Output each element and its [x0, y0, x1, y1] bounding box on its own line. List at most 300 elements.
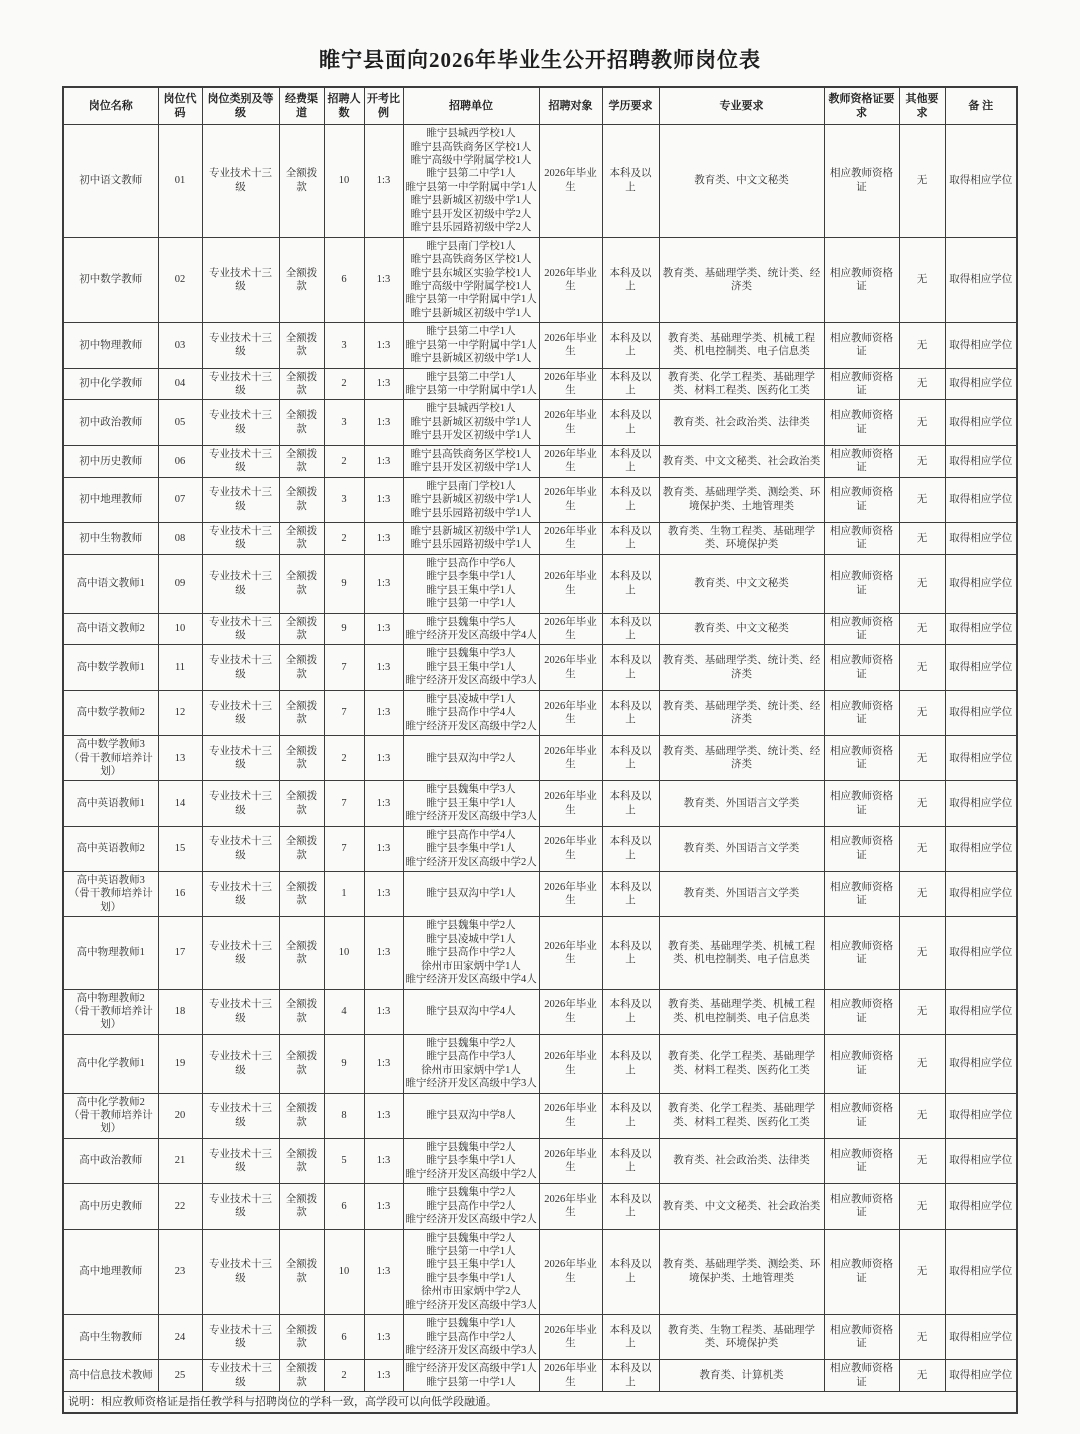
cell-funding: 全额拨款	[279, 989, 324, 1034]
cell-units	[403, 323, 539, 368]
unit-line: 睢宁县王集中学1人	[426, 584, 516, 596]
cell-target: 2026年毕业生	[539, 872, 602, 917]
cell-remark: 取得相应学位	[945, 445, 1017, 477]
cell-major: 教育类、化学工程类、基础理学类、材料工程类、医药化工类	[659, 1034, 824, 1093]
cell-major: 教育类、外国语言文学类	[659, 781, 824, 826]
cell-funding: 全额拨款	[279, 1360, 324, 1392]
cell-units	[403, 645, 539, 690]
cell-major: 教育类、基础理学类、机械工程类、机电控制类、电子信息类	[659, 917, 824, 989]
unit-line: 睢宁县高铁商务区学校1人	[410, 141, 532, 153]
cell-units	[403, 400, 539, 445]
cell-cert: 相应教师资格证	[824, 645, 899, 690]
cell-remark: 取得相应学位	[945, 522, 1017, 554]
header-position-code: 岗位代码	[158, 87, 202, 125]
cell-code: 11	[158, 645, 202, 690]
cell-cert: 相应教师资格证	[824, 554, 899, 613]
cell-other: 无	[899, 872, 945, 917]
cell-major: 教育类、基础理学类、统计类、经济类	[659, 736, 824, 781]
unit-line: 睢宁县高作中学2人	[426, 1200, 516, 1212]
unit-line: 睢宁县第一中学1人	[426, 1245, 516, 1257]
cell-category: 专业技术十三级	[202, 1184, 279, 1229]
table-row	[63, 1184, 1017, 1229]
unit-line: 睢宁经济开发区高级中学4人	[405, 974, 537, 986]
cell-ratio: 1:3	[364, 1315, 403, 1360]
cell-code: 03	[158, 323, 202, 368]
cell-cert: 相应教师资格证	[824, 1034, 899, 1093]
cell-cert: 相应教师资格证	[824, 872, 899, 917]
cell-target: 2026年毕业生	[539, 1315, 602, 1360]
cell-units	[403, 917, 539, 989]
cell-education: 本科及以上	[602, 323, 659, 368]
cell-count: 2	[324, 445, 364, 477]
cell-remark: 取得相应学位	[945, 613, 1017, 645]
cell-code: 22	[158, 1184, 202, 1229]
cell-other: 无	[899, 1184, 945, 1229]
cell-count: 3	[324, 323, 364, 368]
cell-name: 初中历史教师	[63, 445, 158, 477]
cell-code: 10	[158, 613, 202, 645]
cell-units	[403, 368, 539, 400]
unit-line: 睢宁县第一中学附属中学1人	[405, 385, 537, 397]
cell-code: 05	[158, 400, 202, 445]
cell-units	[403, 1360, 539, 1392]
cell-ratio: 1:3	[364, 368, 403, 400]
cell-units	[403, 445, 539, 477]
cell-cert: 相应教师资格证	[824, 736, 899, 781]
cell-count: 7	[324, 826, 364, 871]
cell-ratio: 1:3	[364, 645, 403, 690]
cell-education: 本科及以上	[602, 872, 659, 917]
table-note: 说明：相应教师资格证是指任教学科与招聘岗位的学科一致，高学段可以向低学段融通。	[63, 1392, 1017, 1414]
cell-cert: 相应教师资格证	[824, 1093, 899, 1138]
cell-major: 教育类、社会政治类、法律类	[659, 400, 824, 445]
unit-line: 睢宁县乐园路初级中学1人	[410, 507, 532, 519]
table-row	[63, 477, 1017, 522]
cell-remark: 取得相应学位	[945, 917, 1017, 989]
unit-line: 徐州市田家炳中学1人	[421, 960, 521, 972]
cell-ratio: 1:3	[364, 826, 403, 871]
unit-line: 睢宁县第一中学1人	[426, 598, 516, 610]
cell-funding: 全额拨款	[279, 125, 324, 238]
cell-remark: 取得相应学位	[945, 368, 1017, 400]
unit-line: 睢宁县南门学校1人	[426, 240, 516, 252]
cell-category: 专业技术十三级	[202, 1093, 279, 1138]
cell-funding: 全额拨款	[279, 368, 324, 400]
cell-major: 教育类、社会政治类、法律类	[659, 1138, 824, 1183]
cell-target: 2026年毕业生	[539, 1360, 602, 1392]
cell-major: 教育类、外国语言文学类	[659, 872, 824, 917]
unit-line: 睢宁县魏集中学2人	[426, 1141, 516, 1153]
unit-line: 睢宁经济开发区高级中学2人	[405, 1214, 537, 1226]
cell-code: 21	[158, 1138, 202, 1183]
cell-count: 10	[324, 1229, 364, 1315]
cell-count: 4	[324, 989, 364, 1034]
table-row	[63, 1138, 1017, 1183]
unit-line: 睢宁经济开发区高级中学2人	[405, 1168, 537, 1180]
table-row	[63, 323, 1017, 368]
cell-code: 16	[158, 872, 202, 917]
cell-name: 初中地理教师	[63, 477, 158, 522]
cell-ratio: 1:3	[364, 445, 403, 477]
cell-education: 本科及以上	[602, 781, 659, 826]
cell-education: 本科及以上	[602, 1138, 659, 1183]
cell-other: 无	[899, 1034, 945, 1093]
cell-other: 无	[899, 477, 945, 522]
cell-other: 无	[899, 554, 945, 613]
cell-count: 9	[324, 554, 364, 613]
unit-line: 睢宁高级中学附属学校1人	[410, 155, 532, 167]
cell-target: 2026年毕业生	[539, 323, 602, 368]
cell-funding: 全额拨款	[279, 917, 324, 989]
cell-funding: 全额拨款	[279, 736, 324, 781]
cell-count: 8	[324, 1093, 364, 1138]
cell-remark: 取得相应学位	[945, 736, 1017, 781]
unit-line: 睢宁县城西学校1人	[426, 403, 516, 415]
cell-remark: 取得相应学位	[945, 1229, 1017, 1315]
cell-units	[403, 872, 539, 917]
cell-education: 本科及以上	[602, 1315, 659, 1360]
cell-funding: 全额拨款	[279, 323, 324, 368]
cell-major: 教育类、基础理学类、统计类、经济类	[659, 645, 824, 690]
cell-units	[403, 477, 539, 522]
cell-remark: 取得相应学位	[945, 781, 1017, 826]
header-units: 招聘单位	[403, 87, 539, 125]
cell-funding: 全额拨款	[279, 1229, 324, 1315]
cell-code: 23	[158, 1229, 202, 1315]
cell-category: 专业技术十三级	[202, 1138, 279, 1183]
cell-units	[403, 125, 539, 238]
unit-line: 睢宁县乐园路初级中学2人	[410, 222, 532, 234]
header-position-name: 岗位名称	[63, 87, 158, 125]
cell-units	[403, 781, 539, 826]
table-row	[63, 1315, 1017, 1360]
cell-target: 2026年毕业生	[539, 400, 602, 445]
cell-cert: 相应教师资格证	[824, 1315, 899, 1360]
unit-line: 睢宁县开发区初级中学2人	[410, 208, 532, 220]
cell-count: 3	[324, 400, 364, 445]
cell-remark: 取得相应学位	[945, 477, 1017, 522]
cell-cert: 相应教师资格证	[824, 1184, 899, 1229]
cell-ratio: 1:3	[364, 736, 403, 781]
cell-education: 本科及以上	[602, 989, 659, 1034]
unit-line: 睢宁县李集中学1人	[426, 571, 516, 583]
table-row	[63, 237, 1017, 323]
cell-other: 无	[899, 917, 945, 989]
cell-other: 无	[899, 1315, 945, 1360]
cell-funding: 全额拨款	[279, 872, 324, 917]
unit-line: 睢宁县魏集中学2人	[426, 1232, 516, 1244]
cell-other: 无	[899, 1360, 945, 1392]
cell-units	[403, 1034, 539, 1093]
cell-education: 本科及以上	[602, 613, 659, 645]
unit-line: 睢宁县魏集中学2人	[426, 1037, 516, 1049]
unit-line: 睢宁县新城区初级中学1人	[410, 195, 532, 207]
unit-line: 睢宁高级中学附属学校1人	[410, 280, 532, 292]
note-row	[63, 1392, 1017, 1414]
table-row	[63, 872, 1017, 917]
cell-education: 本科及以上	[602, 522, 659, 554]
cell-major: 教育类、中文文秘类、社会政治类	[659, 445, 824, 477]
cell-name: 初中语文教师	[63, 125, 158, 238]
cell-units	[403, 613, 539, 645]
cell-name: 高中语文教师1	[63, 554, 158, 613]
unit-line: 睢宁县乐园路初级中学1人	[410, 539, 532, 551]
cell-category: 专业技术十三级	[202, 1229, 279, 1315]
cell-remark: 取得相应学位	[945, 872, 1017, 917]
cell-education: 本科及以上	[602, 1093, 659, 1138]
cell-other: 无	[899, 1138, 945, 1183]
unit-line: 睢宁县凌城中学1人	[426, 933, 516, 945]
cell-education: 本科及以上	[602, 477, 659, 522]
cell-funding: 全额拨款	[279, 400, 324, 445]
cell-remark: 取得相应学位	[945, 400, 1017, 445]
cell-ratio: 1:3	[364, 125, 403, 238]
page-title: 睢宁县面向2026年毕业生公开招聘教师岗位表	[319, 48, 761, 72]
cell-major: 教育类、中文文秘类、社会政治类	[659, 1184, 824, 1229]
cell-units	[403, 554, 539, 613]
header-cert: 教师资格证要求	[824, 87, 899, 125]
cell-target: 2026年毕业生	[539, 989, 602, 1034]
cell-count: 7	[324, 781, 364, 826]
cell-ratio: 1:3	[364, 323, 403, 368]
cell-education: 本科及以上	[602, 554, 659, 613]
cell-cert: 相应教师资格证	[824, 237, 899, 323]
cell-cert: 相应教师资格证	[824, 917, 899, 989]
cell-cert: 相应教师资格证	[824, 1229, 899, 1315]
table-row	[63, 989, 1017, 1034]
cell-cert: 相应教师资格证	[824, 477, 899, 522]
cell-category: 专业技术十三级	[202, 1315, 279, 1360]
table-row	[63, 645, 1017, 690]
cell-other: 无	[899, 645, 945, 690]
cell-funding: 全额拨款	[279, 645, 324, 690]
cell-cert: 相应教师资格证	[824, 989, 899, 1034]
unit-line: 睢宁经济开发区高级中学1人	[405, 1363, 537, 1375]
cell-funding: 全额拨款	[279, 613, 324, 645]
unit-line: 睢宁县新城区初级中学1人	[410, 494, 532, 506]
table-row	[63, 125, 1017, 238]
cell-name: 初中生物教师	[63, 522, 158, 554]
cell-other: 无	[899, 368, 945, 400]
cell-remark: 取得相应学位	[945, 237, 1017, 323]
cell-target: 2026年毕业生	[539, 826, 602, 871]
unit-line: 睢宁经济开发区高级中学2人	[405, 856, 537, 868]
cell-name: 高中历史教师	[63, 1184, 158, 1229]
cell-code: 04	[158, 368, 202, 400]
cell-code: 08	[158, 522, 202, 554]
unit-line: 睢宁县高作中学4人	[426, 829, 516, 841]
cell-remark: 取得相应学位	[945, 645, 1017, 690]
cell-remark: 取得相应学位	[945, 1315, 1017, 1360]
cell-name: 高中物理教师2（骨干教师培养计划）	[63, 989, 158, 1034]
unit-line: 睢宁县王集中学1人	[426, 797, 516, 809]
cell-funding: 全额拨款	[279, 826, 324, 871]
cell-ratio: 1:3	[364, 613, 403, 645]
unit-line: 睢宁县王集中学1人	[426, 661, 516, 673]
cell-name: 高中化学教师1	[63, 1034, 158, 1093]
unit-line: 睢宁经济开发区高级中学3人	[405, 811, 537, 823]
unit-line: 睢宁县魏集中学3人	[426, 784, 516, 796]
cell-other: 无	[899, 1229, 945, 1315]
cell-target: 2026年毕业生	[539, 445, 602, 477]
cell-units	[403, 522, 539, 554]
unit-line: 睢宁经济开发区高级中学2人	[405, 720, 537, 732]
cell-code: 15	[158, 826, 202, 871]
cell-target: 2026年毕业生	[539, 477, 602, 522]
cell-code: 24	[158, 1315, 202, 1360]
header-ratio: 开考比例	[364, 87, 403, 125]
cell-category: 专业技术十三级	[202, 1034, 279, 1093]
cell-remark: 取得相应学位	[945, 1184, 1017, 1229]
cell-major: 教育类、基础理学类、统计类、经济类	[659, 237, 824, 323]
table-row	[63, 445, 1017, 477]
cell-target: 2026年毕业生	[539, 125, 602, 238]
header-target: 招聘对象	[539, 87, 602, 125]
cell-count: 7	[324, 690, 364, 735]
table-row	[63, 1034, 1017, 1093]
cell-category: 专业技术十三级	[202, 989, 279, 1034]
cell-remark: 取得相应学位	[945, 1093, 1017, 1138]
cell-units	[403, 1229, 539, 1315]
cell-category: 专业技术十三级	[202, 645, 279, 690]
cell-other: 无	[899, 613, 945, 645]
unit-line: 睢宁县第一中学附属中学1人	[405, 294, 537, 306]
cell-ratio: 1:3	[364, 1138, 403, 1183]
cell-cert: 相应教师资格证	[824, 781, 899, 826]
cell-other: 无	[899, 826, 945, 871]
unit-line: 睢宁县第二中学1人	[426, 168, 516, 180]
unit-line: 睢宁县开发区初级中学1人	[410, 462, 532, 474]
unit-line: 睢宁经济开发区高级中学3人	[405, 1299, 537, 1311]
cell-units	[403, 237, 539, 323]
cell-count: 9	[324, 613, 364, 645]
cell-major: 教育类、化学工程类、基础理学类、材料工程类、医药化工类	[659, 368, 824, 400]
unit-line: 睢宁县高铁商务区学校1人	[410, 254, 532, 266]
cell-education: 本科及以上	[602, 368, 659, 400]
unit-line: 睢宁县双沟中学4人	[426, 1005, 516, 1017]
cell-ratio: 1:3	[364, 917, 403, 989]
header-count: 招聘人数	[324, 87, 364, 125]
table-row	[63, 1360, 1017, 1392]
cell-count: 1	[324, 872, 364, 917]
header-major: 专业要求	[659, 87, 824, 125]
cell-category: 专业技术十三级	[202, 477, 279, 522]
cell-name: 高中英语教师1	[63, 781, 158, 826]
cell-category: 专业技术十三级	[202, 1360, 279, 1392]
cell-target: 2026年毕业生	[539, 1093, 602, 1138]
cell-major: 教育类、生物工程类、基础理学类、环境保护类	[659, 522, 824, 554]
cell-name: 初中政治教师	[63, 400, 158, 445]
cell-code: 13	[158, 736, 202, 781]
cell-code: 12	[158, 690, 202, 735]
unit-line: 睢宁县开发区初级中学1人	[410, 430, 532, 442]
table-row	[63, 1229, 1017, 1315]
cell-code: 09	[158, 554, 202, 613]
cell-other: 无	[899, 400, 945, 445]
header-funding: 经费渠道	[279, 87, 324, 125]
cell-funding: 全额拨款	[279, 781, 324, 826]
unit-line: 睢宁县第一中学1人	[426, 1376, 516, 1388]
cell-remark: 取得相应学位	[945, 826, 1017, 871]
cell-remark: 取得相应学位	[945, 125, 1017, 238]
unit-line: 睢宁县魏集中学2人	[426, 920, 516, 932]
cell-funding: 全额拨款	[279, 477, 324, 522]
cell-target: 2026年毕业生	[539, 736, 602, 781]
cell-remark: 取得相应学位	[945, 554, 1017, 613]
cell-funding: 全额拨款	[279, 690, 324, 735]
cell-cert: 相应教师资格证	[824, 613, 899, 645]
unit-line: 睢宁县凌城中学1人	[426, 693, 516, 705]
cell-name: 高中化学教师2（骨干教师培养计划）	[63, 1093, 158, 1138]
cell-other: 无	[899, 781, 945, 826]
table-row	[63, 736, 1017, 781]
unit-line: 睢宁县双沟中学1人	[426, 888, 516, 900]
cell-major: 教育类、计算机类	[659, 1360, 824, 1392]
cell-major: 教育类、化学工程类、基础理学类、材料工程类、医药化工类	[659, 1093, 824, 1138]
cell-ratio: 1:3	[364, 872, 403, 917]
cell-ratio: 1:3	[364, 522, 403, 554]
cell-cert: 相应教师资格证	[824, 690, 899, 735]
cell-count: 7	[324, 645, 364, 690]
cell-category: 专业技术十三级	[202, 872, 279, 917]
cell-target: 2026年毕业生	[539, 368, 602, 400]
cell-major: 教育类、基础理学类、机械工程类、机电控制类、电子信息类	[659, 989, 824, 1034]
cell-units	[403, 690, 539, 735]
positions-table-body	[63, 125, 1017, 1392]
unit-line: 睢宁经济开发区高级中学3人	[405, 1078, 537, 1090]
unit-line: 睢宁县李集中学1人	[426, 1155, 516, 1167]
unit-line: 睢宁经济开发区高级中学4人	[405, 630, 537, 642]
cell-major: 教育类、外国语言文学类	[659, 826, 824, 871]
cell-cert: 相应教师资格证	[824, 1138, 899, 1183]
cell-funding: 全额拨款	[279, 1138, 324, 1183]
unit-line: 睢宁县魏集中学1人	[426, 1318, 516, 1330]
cell-units	[403, 826, 539, 871]
unit-line: 徐州市田家炳中学1人	[421, 1064, 521, 1076]
cell-cert: 相应教师资格证	[824, 125, 899, 238]
cell-category: 专业技术十三级	[202, 522, 279, 554]
table-row	[63, 400, 1017, 445]
cell-target: 2026年毕业生	[539, 781, 602, 826]
cell-target: 2026年毕业生	[539, 554, 602, 613]
cell-education: 本科及以上	[602, 1360, 659, 1392]
cell-code: 07	[158, 477, 202, 522]
cell-category: 专业技术十三级	[202, 368, 279, 400]
cell-ratio: 1:3	[364, 400, 403, 445]
cell-cert: 相应教师资格证	[824, 522, 899, 554]
cell-target: 2026年毕业生	[539, 522, 602, 554]
unit-line: 睢宁县第二中学1人	[426, 326, 516, 338]
cell-major: 教育类、中文文秘类	[659, 554, 824, 613]
cell-funding: 全额拨款	[279, 554, 324, 613]
cell-cert: 相应教师资格证	[824, 400, 899, 445]
unit-line: 睢宁县新城区初级中学1人	[410, 416, 532, 428]
cell-units	[403, 736, 539, 781]
cell-code: 14	[158, 781, 202, 826]
cell-count: 10	[324, 125, 364, 238]
cell-education: 本科及以上	[602, 917, 659, 989]
cell-education: 本科及以上	[602, 237, 659, 323]
unit-line: 睢宁县新城区初级中学1人	[410, 525, 532, 537]
cell-other: 无	[899, 323, 945, 368]
cell-other: 无	[899, 690, 945, 735]
unit-line: 睢宁县南门学校1人	[426, 480, 516, 492]
cell-count: 6	[324, 1315, 364, 1360]
cell-name: 高中数学教师1	[63, 645, 158, 690]
cell-other: 无	[899, 445, 945, 477]
cell-name: 高中信息技术教师	[63, 1360, 158, 1392]
cell-target: 2026年毕业生	[539, 917, 602, 989]
